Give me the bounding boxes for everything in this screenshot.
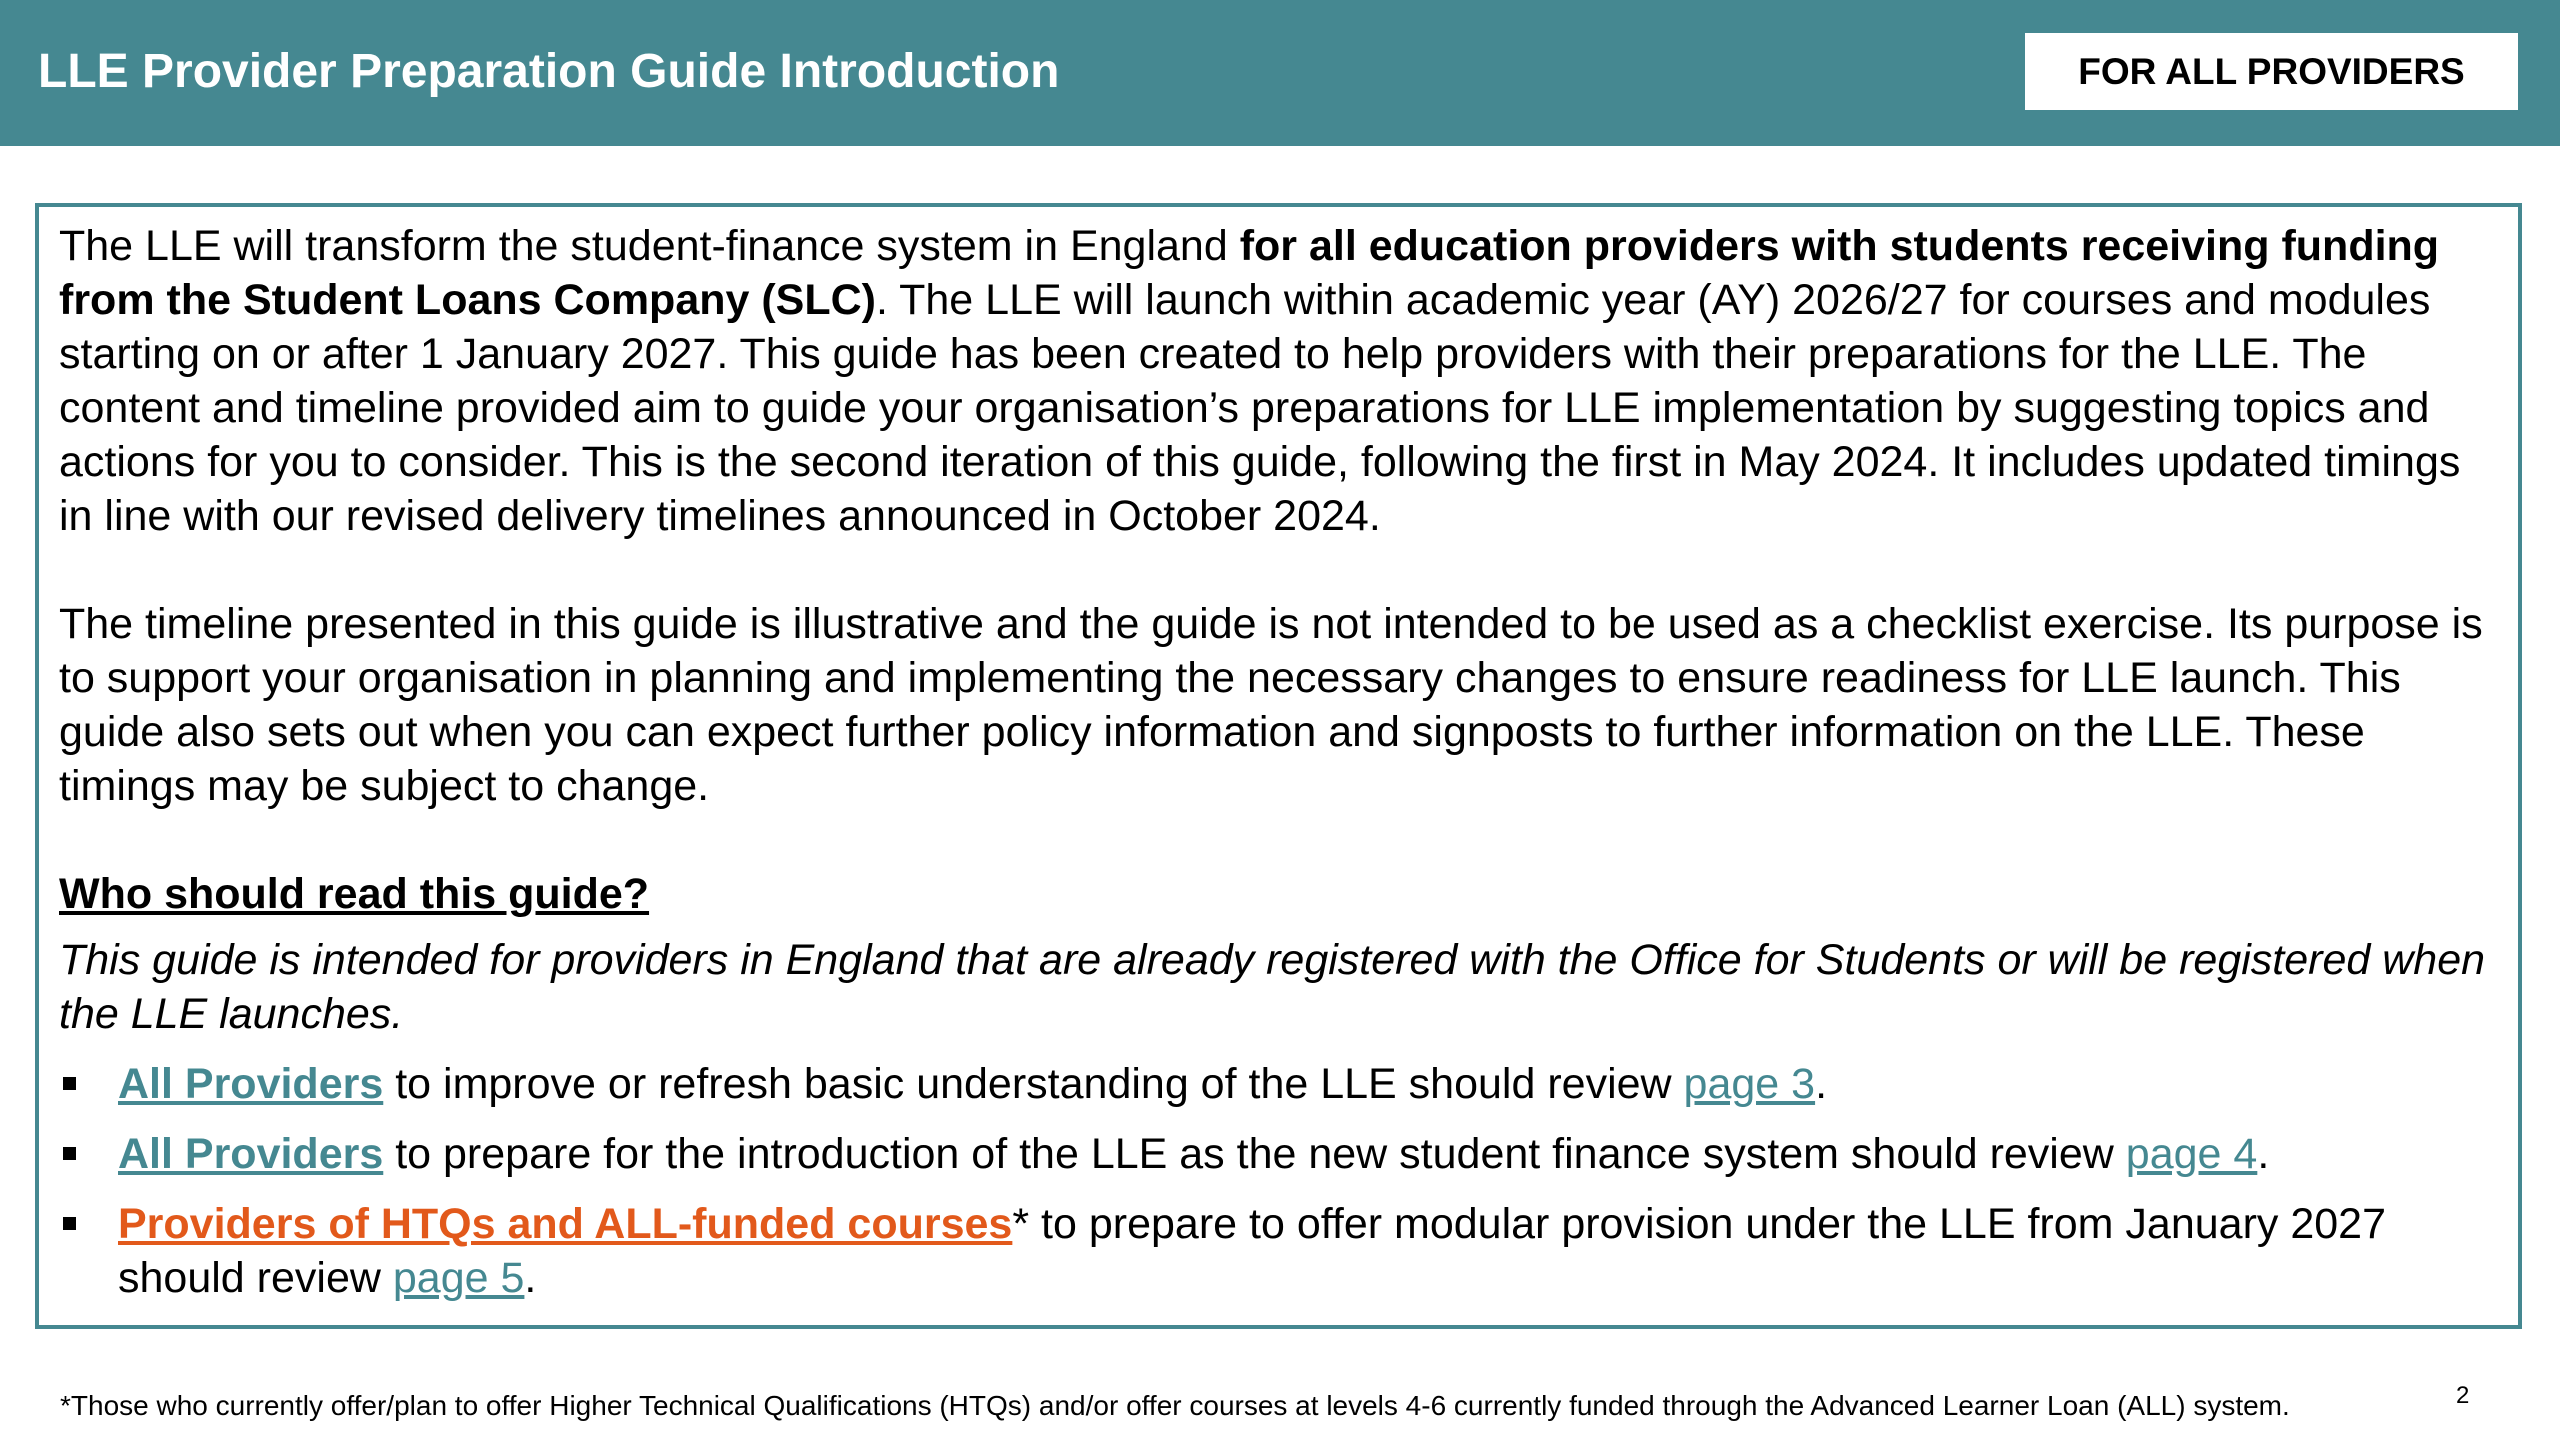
who-section-intro: This guide is intended for providers in England that are already registered with the Office for Students or will be registered when the LLE launches.: [59, 936, 2486, 1038]
all-providers-link[interactable]: All Providers: [118, 1060, 384, 1108]
page-title: LLE Provider Preparation Guide Introduction: [38, 45, 1060, 98]
page-3-link[interactable]: page 3: [1683, 1060, 1816, 1108]
all-providers-link[interactable]: All Providers: [118, 1130, 384, 1178]
audience-badge: FOR ALL PROVIDERS: [2025, 33, 2518, 110]
list-item: [59, 1197, 2504, 1305]
intro-paragraph-1: [59, 219, 2504, 543]
square-bullet-icon: [63, 1217, 76, 1230]
bullet-end: .: [1815, 1060, 1828, 1108]
intro-text-part-2: . The LLE will launch within academic year (AY) 2026/27 for courses and modules starting on or after 1 January 2027. This guide has been created to help providers with their preparations for the LLE. The content and timeline provided aim to guide your organisation’s preparations for LLE implementation by suggesting topics and actions for you to consider. This is the second iteration of this guide, following the first in May 2024. It includes updated timings in line with our revised delivery timelines announced in October 2024.: [59, 276, 2461, 540]
htq-providers-link[interactable]: Providers of HTQs and ALL-funded courses: [118, 1200, 1013, 1248]
footnote: *Those who currently offer/plan to offer Higher Technical Qualifications (HTQs) and/or offer courses at levels 4-6 currently funded through the Advanced Learner Loan (ALL) system.: [60, 1390, 2290, 1421]
bullet-text: to improve or refresh basic understanding of the LLE should review: [383, 1060, 1684, 1108]
intro-paragraph-2: The timeline presented in this guide is illustrative and the guide is not intended to be used as a checklist exercise. Its purpose is to support your organisation in planning and implementing the necessary changes to ensure readiness for LLE launch. This guide also sets out when you can expect further policy information and signposts to further information on the LLE. These timings may be subject to change.: [59, 600, 2483, 810]
content-body: [59, 219, 2504, 1321]
bullet-text: * to prepare to offer modular provision under the LLE from January 2027 should review: [118, 1200, 2386, 1302]
header-bar: [0, 0, 2560, 146]
bullet-end: .: [524, 1254, 537, 1302]
page-4-link[interactable]: page 4: [2125, 1130, 2258, 1178]
paragraph-spacer: [59, 813, 2504, 867]
square-bullet-icon: [63, 1077, 76, 1090]
who-section-heading: Who should read this guide?: [59, 870, 650, 918]
paragraph-spacer: [59, 543, 2504, 597]
bullet-end: .: [2257, 1130, 2270, 1178]
audience-list: [59, 1057, 2504, 1305]
intro-text-bold: for all education providers with students receiving funding from the Student Loans Company (SLC): [59, 222, 2440, 324]
list-item: [59, 1057, 2504, 1111]
bullet-text: to prepare for the introduction of the LLE as the new student finance system should review: [383, 1130, 2126, 1178]
square-bullet-icon: [63, 1147, 76, 1160]
page-5-link[interactable]: page 5: [392, 1254, 525, 1302]
list-item: [59, 1127, 2504, 1181]
intro-text-part-1: The LLE will transform the student-finance system in England: [59, 222, 1240, 270]
page-number: 2: [2456, 1382, 2470, 1409]
content-box: [35, 203, 2522, 1329]
